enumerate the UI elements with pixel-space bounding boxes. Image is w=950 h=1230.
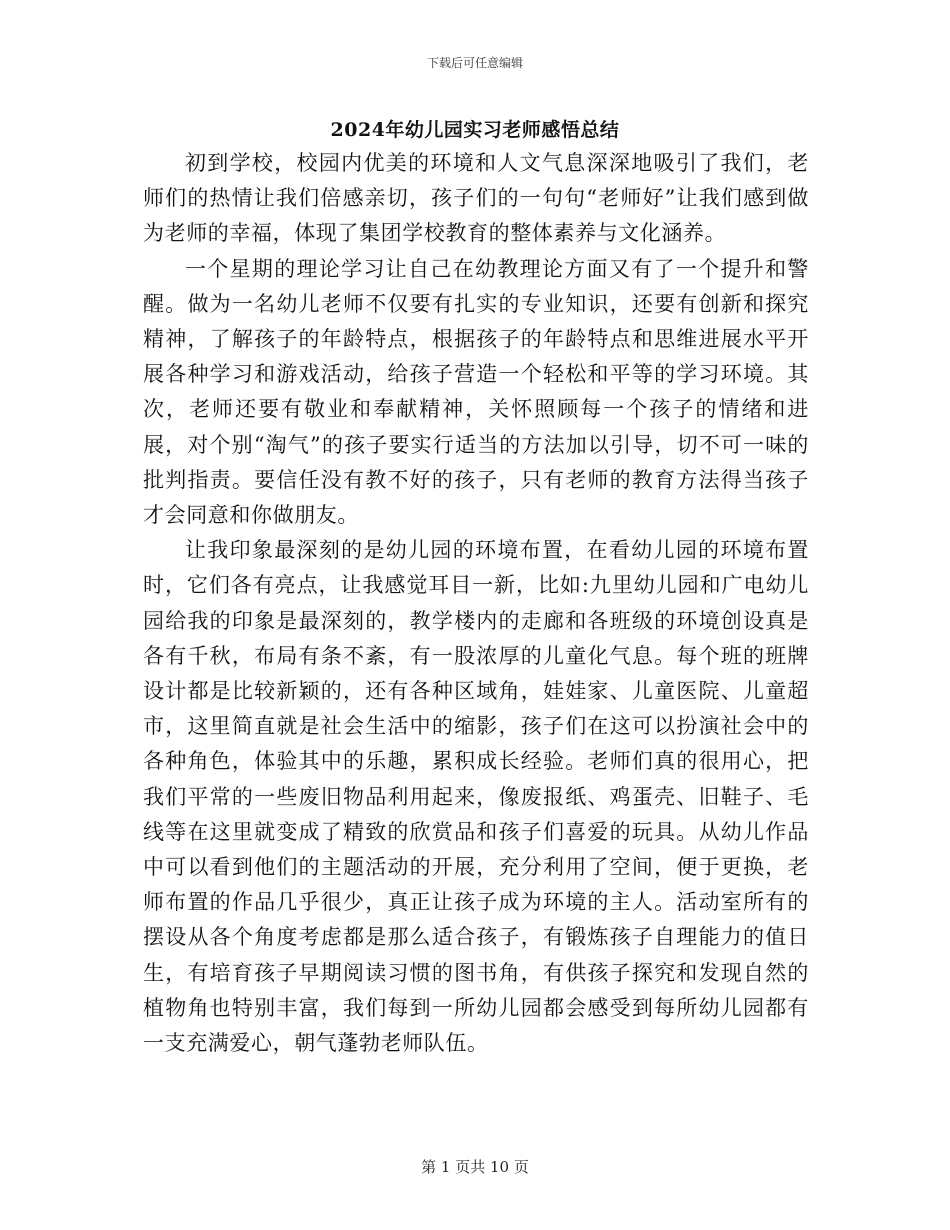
document-title: 2024年幼儿园实习老师感悟总结 bbox=[330, 119, 620, 141]
page-indicator: 第 1 页共 10 页 bbox=[421, 1158, 529, 1176]
document-body bbox=[143, 146, 809, 1061]
paragraph-2: 一个星期的理论学习让自己在幼教理论方面又有了一个提升和警醒。做为一名幼儿老师不仅要有扎实的专业知识，还要有创新和探究精神，了解孩子的年龄特点，根据孩子的年龄特点和思维进展水平开展各种学习和游戏活动，给孩子营造一个轻松和平等的学习环境。其次，老师还要有敬业和奉献精神，关怀照顾每一个孩子的情绪和进展，对个别“淘气”的孩子要实行适当的方法加以引导，切不可一味的批判指责。要信任没有教不好的孩子，只有老师的教育方法得当孩子才会同意和你做朋友。 bbox=[143, 256, 809, 528]
paragraph-3: 让我印象最深刻的是幼儿园的环境布置，在看幼儿园的环境布置时，它们各有亮点，让我感觉耳目一新，比如:九里幼儿园和广电幼儿园给我的印象是最深刻的，教学楼内的走廊和各班级的环境创设真是各有千秋，布局有条不紊，有一股浓厚的儿童化气息。每个班的班牌设计都是比较新颖的，还有各种区域角，娃娃家、儿童医院、儿童超市，这里简直就是社会生活中的缩影，孩子们在这可以扮演社会中的各种角色，体验其中的乐趣，累积成长经验。老师们真的很用心，把我们平常的一些废旧物品利用起来，像废报纸、鸡蛋壳、旧鞋子、毛线等在这里就变成了精致的欣赏品和孩子们喜爱的玩具。从幼儿作品中可以看到他们的主题活动的开展，充分利用了空间，便于更换，老师布置的作品几乎很少，真正让孩子成为环境的主人。活动室所有的摆设从各个角度考虑都是那么适合孩子，有锻炼孩子自理能力的值日生，有培育孩子早期阅读习惯的图书角，有供孩子探究和发现自然的植物角也特别丰富，我们每到一所幼儿园都会感受到每所幼儿园都有一支充满爱心，朝气蓬勃老师队伍。 bbox=[143, 538, 809, 1056]
header-note: 下载后可任意编辑 bbox=[426, 56, 523, 70]
paragraph-1: 初到学校，校园内优美的环境和人文气息深深地吸引了我们，老师们的热情让我们倍感亲切，孩子们的一句句“老师好”让我们感到做为老师的幸福，体现了集团学校教育的整体素养与文化涵养。 bbox=[143, 151, 809, 246]
